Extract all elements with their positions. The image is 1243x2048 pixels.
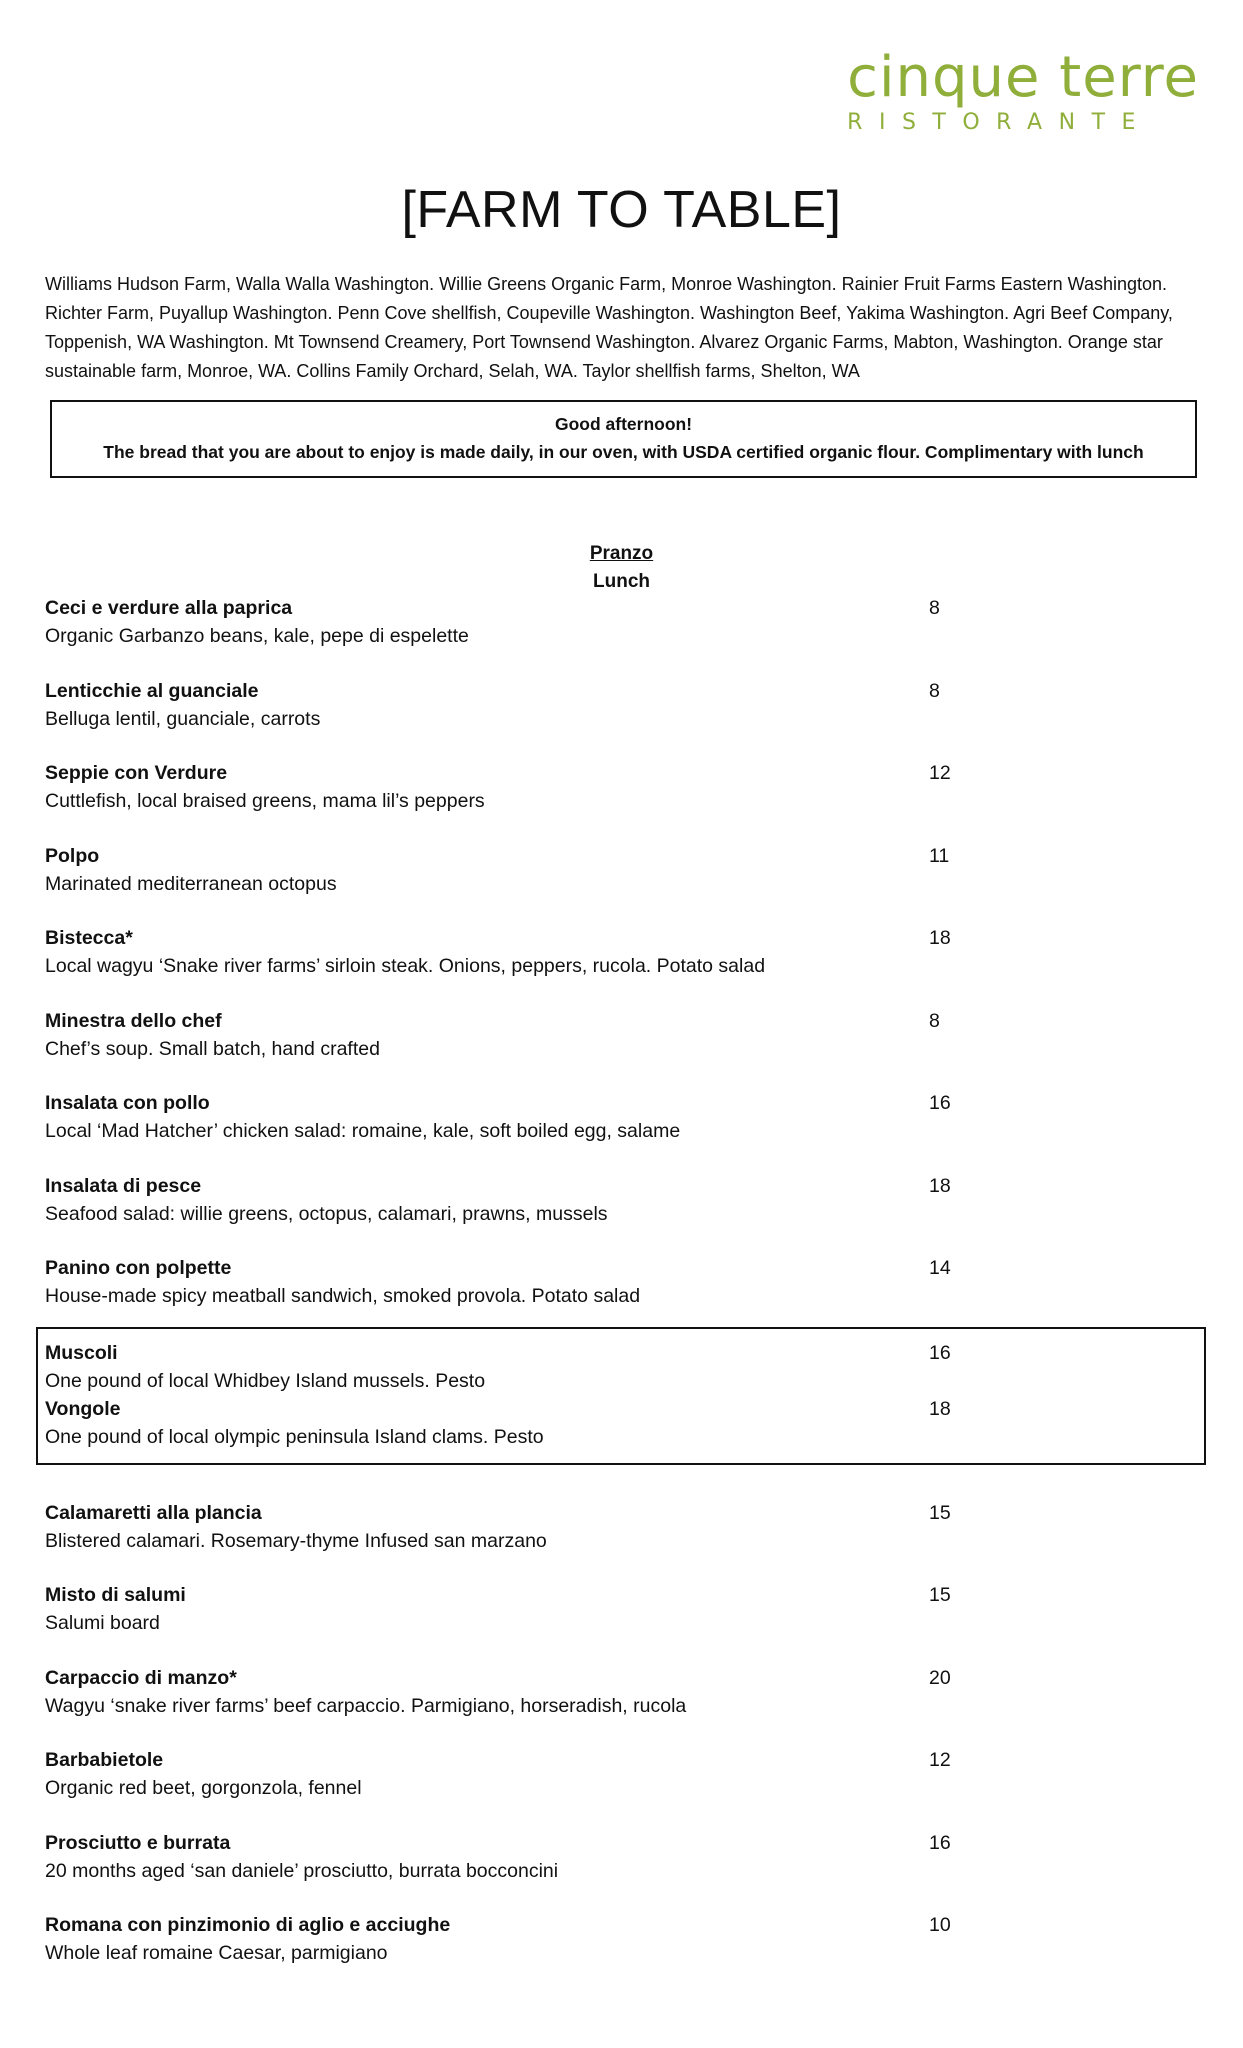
menu-item-description: Whole leaf romaine Caesar, parmigiano — [45, 1942, 388, 1964]
menu-item-description: Marinated mediterranean octopus — [45, 872, 337, 895]
menu-item-description: Chef’s soup. Small batch, hand crafted — [45, 1037, 380, 1060]
menu-item-price: 12 — [929, 762, 951, 784]
menu-item — [45, 759, 1205, 842]
menu-item-price: 10 — [929, 1914, 951, 1936]
menu-item — [45, 1829, 1205, 1912]
menu-item — [45, 1664, 1205, 1747]
farms-list: Williams Hudson Farm, Walla Walla Washington. Willie Greens Organic Farm, Monroe Washington. Rainier Fruit Farms Eastern Washington. Richter Farm, Puyallup Washington. Penn Cove shellfish, Coupeville Washington. Washington Beef, Yakima Washington. Agri Beef Company, Toppenish, WA Washington. Mt Townsend Creamery, Port Townsend Washington. Alvarez Organic Farms, Mabton, Washington. Orange star sustainable farm, Monroe, WA. Collins Family Orchard, Selah, WA. Taylor shellfish farms, Shelton, WA — [45, 274, 1173, 381]
menu-item — [45, 1172, 1205, 1255]
menu-item-description: Blistered calamari. Rosemary-thyme Infused san marzano — [45, 1529, 547, 1552]
menu-item — [45, 594, 1205, 677]
menu-item-description: Seafood salad: willie greens, octopus, calamari, prawns, mussels — [45, 1202, 608, 1225]
notice-greeting: Good afternoon! — [554, 414, 693, 434]
menu-item-name: Prosciutto e burrata — [45, 1831, 231, 1854]
menu-item-description: 20 months aged ‘san daniele’ prosciutto, burrata bocconcini — [45, 1859, 559, 1882]
menu-item-description: Local ‘Mad Hatcher’ chicken salad: romaine, kale, soft boiled egg, salame — [45, 1120, 681, 1142]
menu-item-name: Seppie con Verdure — [45, 762, 228, 784]
logo-subtitle: RISTORANTE — [847, 110, 1152, 135]
menu-item-description: One pound of local olympic peninsula Island clams. Pesto — [45, 1425, 544, 1448]
menu-item — [45, 1339, 1204, 1395]
lunch-menu — [45, 594, 1205, 1994]
menu-item-name: Muscoli — [45, 1341, 118, 1364]
menu-item-description: Cuttlefish, local braised greens, mama lil’s peppers — [45, 790, 485, 812]
menu-item-description: House-made spicy meatball sandwich, smoked provola. Potato salad — [45, 1285, 641, 1307]
menu-item-price: 11 — [929, 844, 950, 867]
menu-item-price: 15 — [929, 1501, 951, 1524]
menu-item-name: Vongole — [45, 1397, 121, 1420]
menu-item — [45, 1089, 1205, 1172]
menu-item-price: 16 — [929, 1831, 951, 1854]
menu-item-description: Organic red beet, gorgonzola, fennel — [45, 1777, 362, 1799]
menu-item-price: 15 — [929, 1584, 951, 1606]
menu-item-price: 8 — [929, 679, 940, 702]
menu-item-name: Carpaccio di manzo* — [45, 1666, 237, 1689]
section-heading — [0, 540, 1243, 596]
menu-item-description: Local wagyu ‘Snake river farms’ sirloin steak. Onions, peppers, rucola. Potato salad — [45, 955, 766, 977]
menu-item-name: Bistecca* — [45, 927, 133, 949]
menu-item-name: Ceci e verdure alla paprica — [45, 597, 293, 619]
menu-item — [45, 1911, 1205, 1994]
menu-item — [45, 842, 1205, 925]
menu-item — [45, 1007, 1205, 1090]
menu-item-name: Barbabietole — [45, 1749, 164, 1771]
menu-item — [45, 924, 1205, 1007]
menu-item-name: Insalata con pollo — [45, 1092, 210, 1114]
logo-wordmark: cinque terre — [847, 45, 1199, 110]
menu-item-name: Panino con polpette — [45, 1257, 232, 1279]
menu-item-name: Minestra dello chef — [45, 1009, 222, 1032]
menu-item-price: 12 — [929, 1749, 951, 1771]
notice-bread-text: The bread that you are about to enjoy is made daily, in our oven, with USDA certified organic flour. Complimentary with lunch — [103, 442, 1144, 462]
menu-item-price: 18 — [929, 927, 951, 949]
menu-item-price: 20 — [929, 1666, 951, 1689]
menu-item-price: 16 — [929, 1092, 951, 1114]
page-title: [FARM TO TABLE] — [401, 181, 842, 239]
menu-item-description: Salumi board — [45, 1612, 160, 1634]
menu-item-name: Romana con pinzimonio di aglio e acciughe — [45, 1914, 451, 1936]
menu-item-name: Polpo — [45, 844, 100, 867]
menu-item-description: Wagyu ‘snake river farms’ beef carpaccio. Parmigiano, horseradish, rucola — [45, 1694, 687, 1717]
menu-item — [45, 1499, 1205, 1582]
menu-item-description: One pound of local Whidbey Island mussels. Pesto — [45, 1369, 486, 1392]
menu-item-description: Belluga lentil, guanciale, carrots — [45, 707, 321, 730]
menu-item-price: 16 — [929, 1341, 951, 1364]
menu-item-price: 14 — [929, 1257, 951, 1279]
menu-item — [45, 677, 1205, 760]
shellfish-box — [36, 1327, 1206, 1465]
menu-item-price: 18 — [929, 1174, 951, 1197]
section-title-english: Lunch — [593, 571, 650, 592]
bread-notice-box — [50, 400, 1197, 478]
menu-item-price: 18 — [929, 1397, 951, 1420]
menu-item — [45, 1395, 1204, 1451]
menu-item-price: 8 — [929, 1009, 940, 1032]
menu-item — [45, 1746, 1205, 1829]
menu-item — [45, 1254, 1205, 1337]
section-title-italian: Pranzo — [589, 543, 654, 564]
menu-item — [45, 1581, 1205, 1664]
menu-item-name: Lenticchie al guanciale — [45, 679, 259, 702]
menu-item-description: Organic Garbanzo beans, kale, pepe di espelette — [45, 625, 469, 647]
menu-item-price: 8 — [929, 597, 940, 619]
menu-item-name: Misto di salumi — [45, 1584, 186, 1606]
restaurant-logo — [847, 45, 1199, 138]
menu-item-name: Insalata di pesce — [45, 1174, 202, 1197]
menu-item-name: Calamaretti alla plancia — [45, 1501, 262, 1524]
